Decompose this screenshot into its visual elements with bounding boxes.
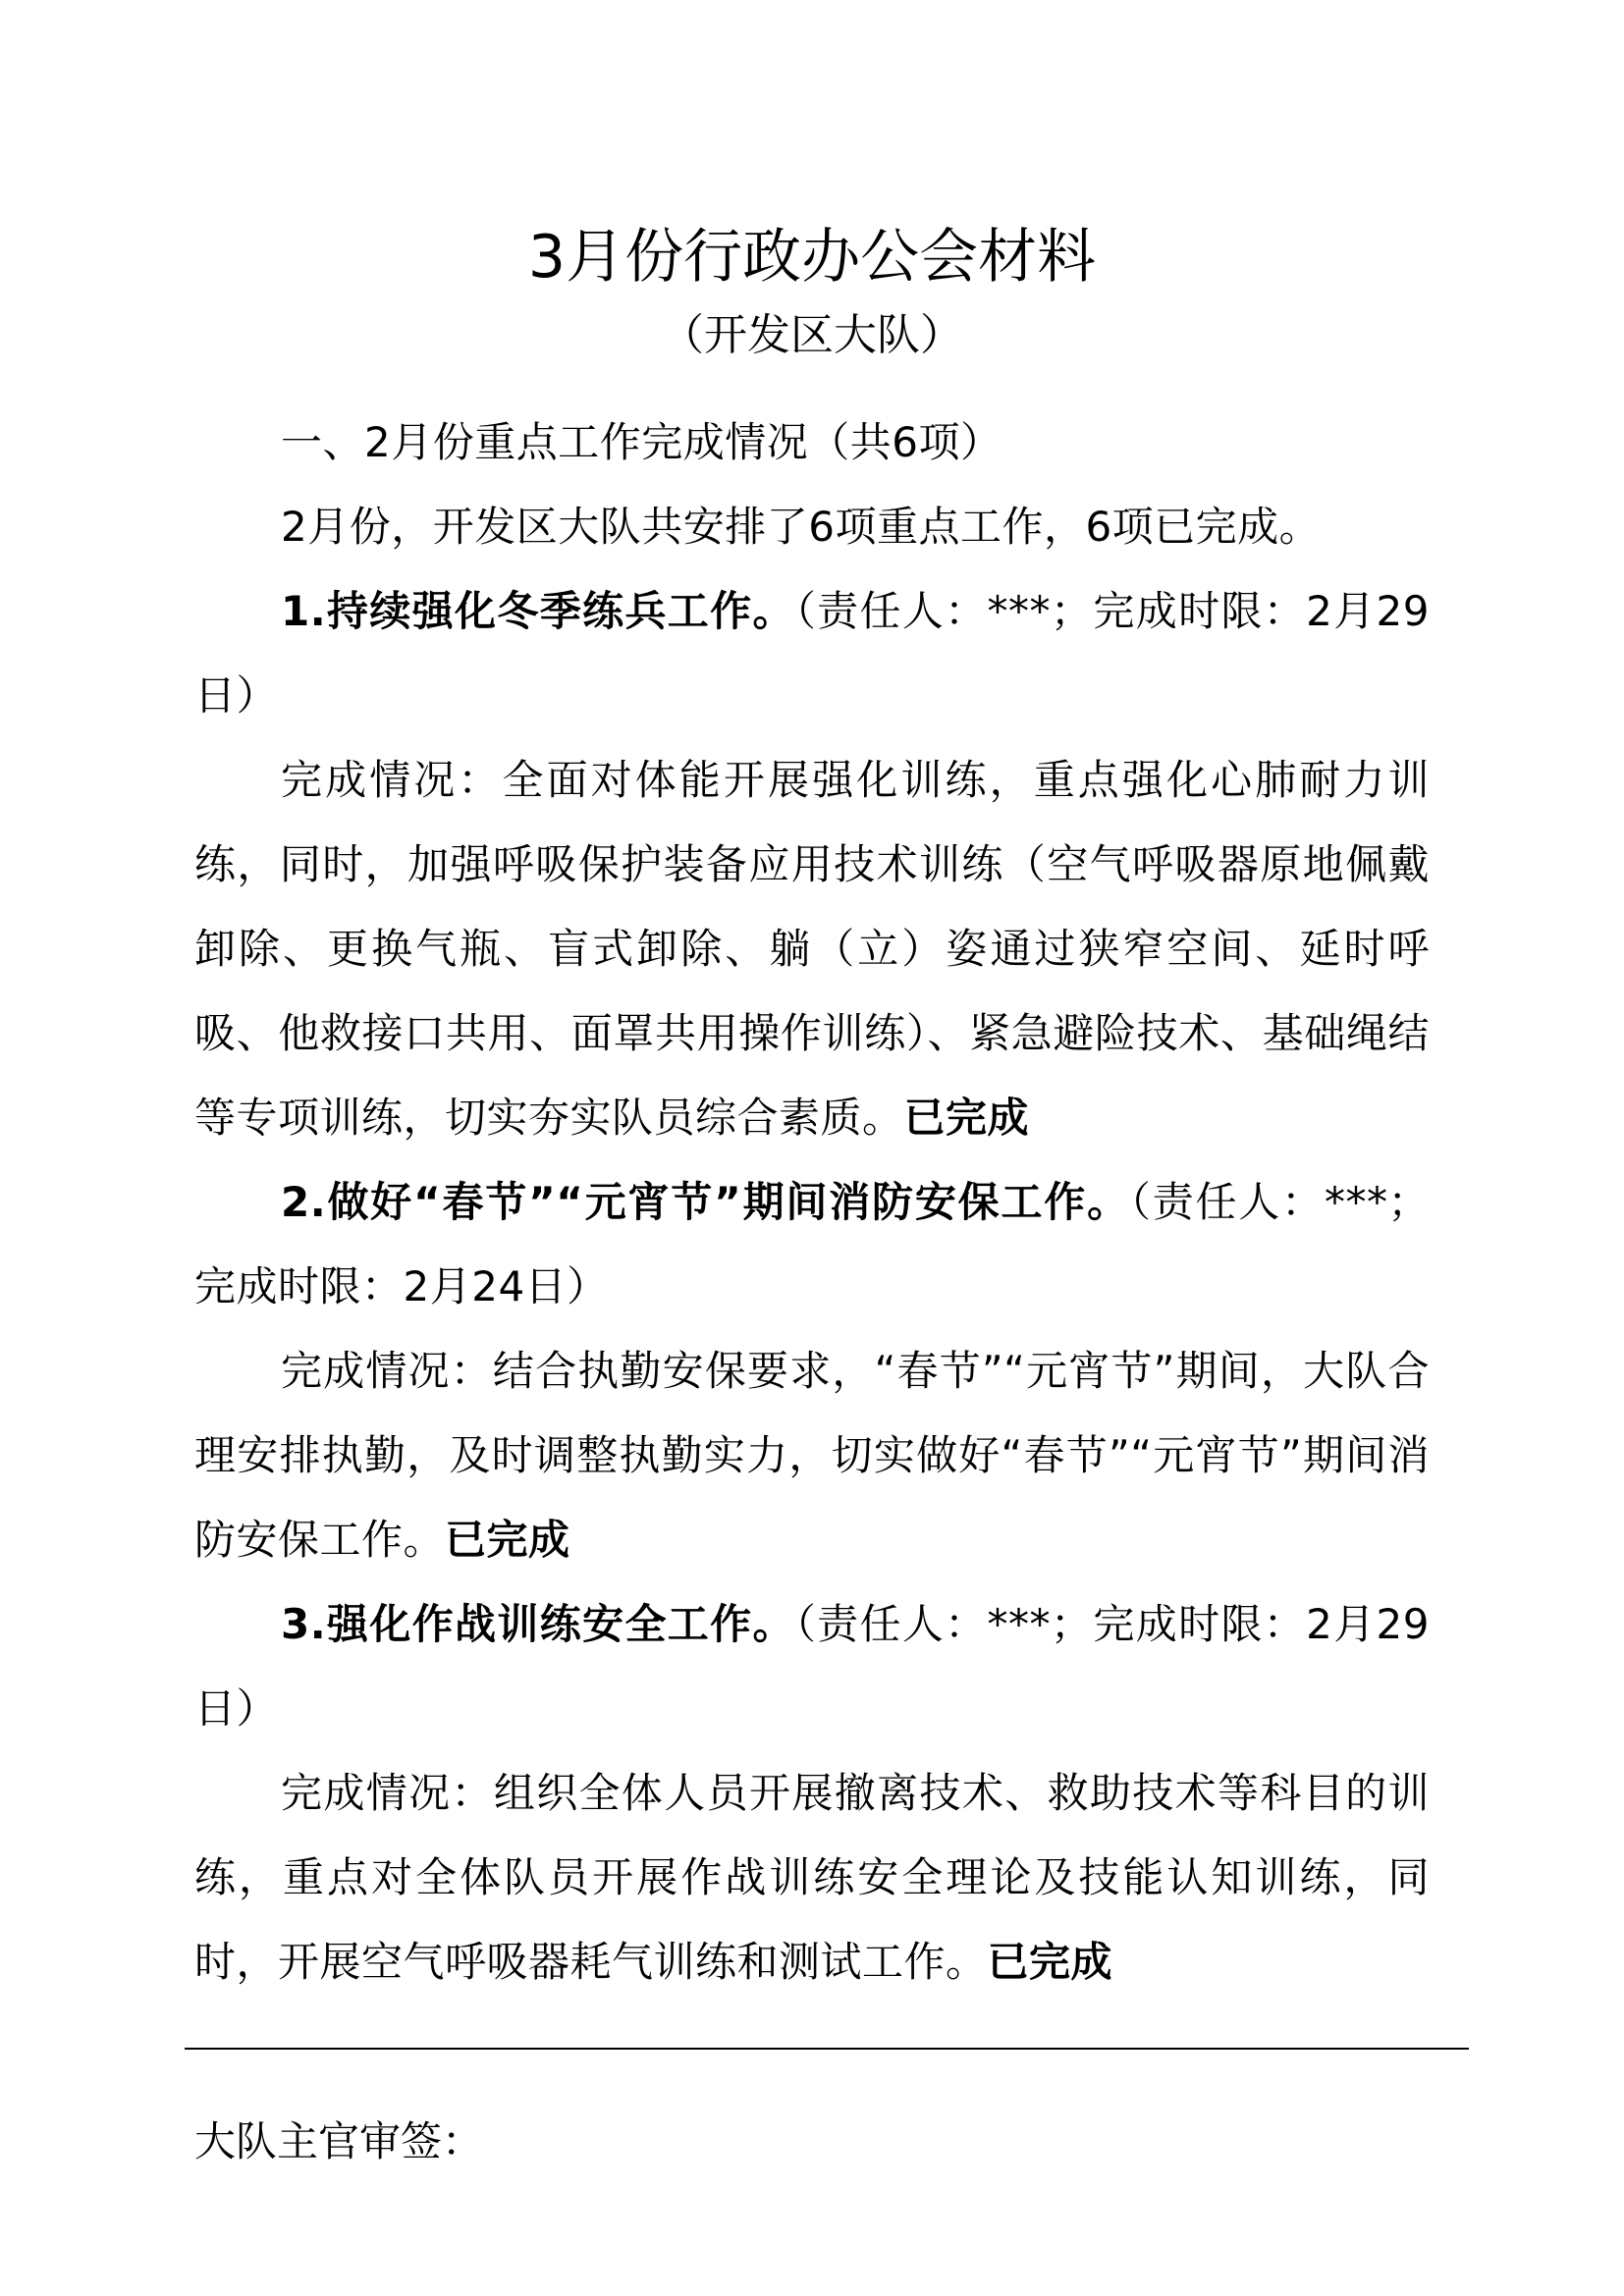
work-item-heading: 2.做好“春节”“元宵节”期间消防安保工作。: [281, 1178, 1130, 1226]
completion-text: 完成情况：组织全体人员开展撤离技术、救助技术等科目的训练，重点对全体队员开展作战训练安全理论及技能认知训练，同时，开展空气呼吸器耗气训练和测试工作。: [194, 1769, 1430, 1986]
completion-text: 完成情况：结合执勤安保要求，“春节”“元宵节”期间，大队合理安排执勤，及时调整执勤实力，切实做好“春节”“元宵节”期间消防安保工作。: [194, 1347, 1430, 1564]
footer-divider: [185, 2048, 1469, 2050]
document-title: 3月份行政办公会材料: [527, 223, 1097, 292]
work-item-meta: （责任人：***；完成时限：2月24日）: [194, 1178, 1430, 1310]
work-item-meta: （责任人：***；完成时限：2月29日）: [194, 587, 1430, 720]
footer-sign-label: 大队主官审签：: [194, 2117, 484, 2165]
status-label: 已完成: [903, 1094, 1030, 1142]
work-item-heading: 3.强化作战训练安全工作。: [281, 1600, 795, 1648]
work-item-1: [194, 569, 1430, 738]
document-subtitle: （开发区大队）: [661, 310, 963, 360]
work-item-2: [194, 1160, 1430, 1329]
section-heading: 一、2月份重点工作完成情况（共6项）: [281, 418, 1002, 466]
work-item-meta: （责任人：***；完成时限：2月29日）: [194, 1600, 1430, 1733]
summary-paragraph: 2月份，开发区大队共安排了6项重点工作，6项已完成。: [281, 503, 1322, 551]
completion-paragraph-3: [194, 1751, 1430, 2004]
completion-paragraph-1: [194, 738, 1430, 1160]
status-label: 已完成: [987, 1938, 1113, 1986]
document-body: [194, 400, 1430, 2004]
completion-text: 完成情况：全面对体能开展强化训练，重点强化心肺耐力训练，同时，加强呼吸保护装备应用技术训练（空气呼吸器原地佩戴卸除、更换气瓶、盲式卸除、躺（立）姿通过狭窄空间、延时呼吸、他救接口共用、面罩共用操作训练）、紧急避险技术、基础绳结等专项训练，切实夯实队员综合素质。: [194, 756, 1430, 1142]
completion-paragraph-2: [194, 1329, 1430, 1582]
status-label: 已完成: [445, 1516, 570, 1564]
work-item-heading: 1.持续强化冬季练兵工作。: [281, 587, 795, 635]
work-item-3: [194, 1582, 1430, 1751]
